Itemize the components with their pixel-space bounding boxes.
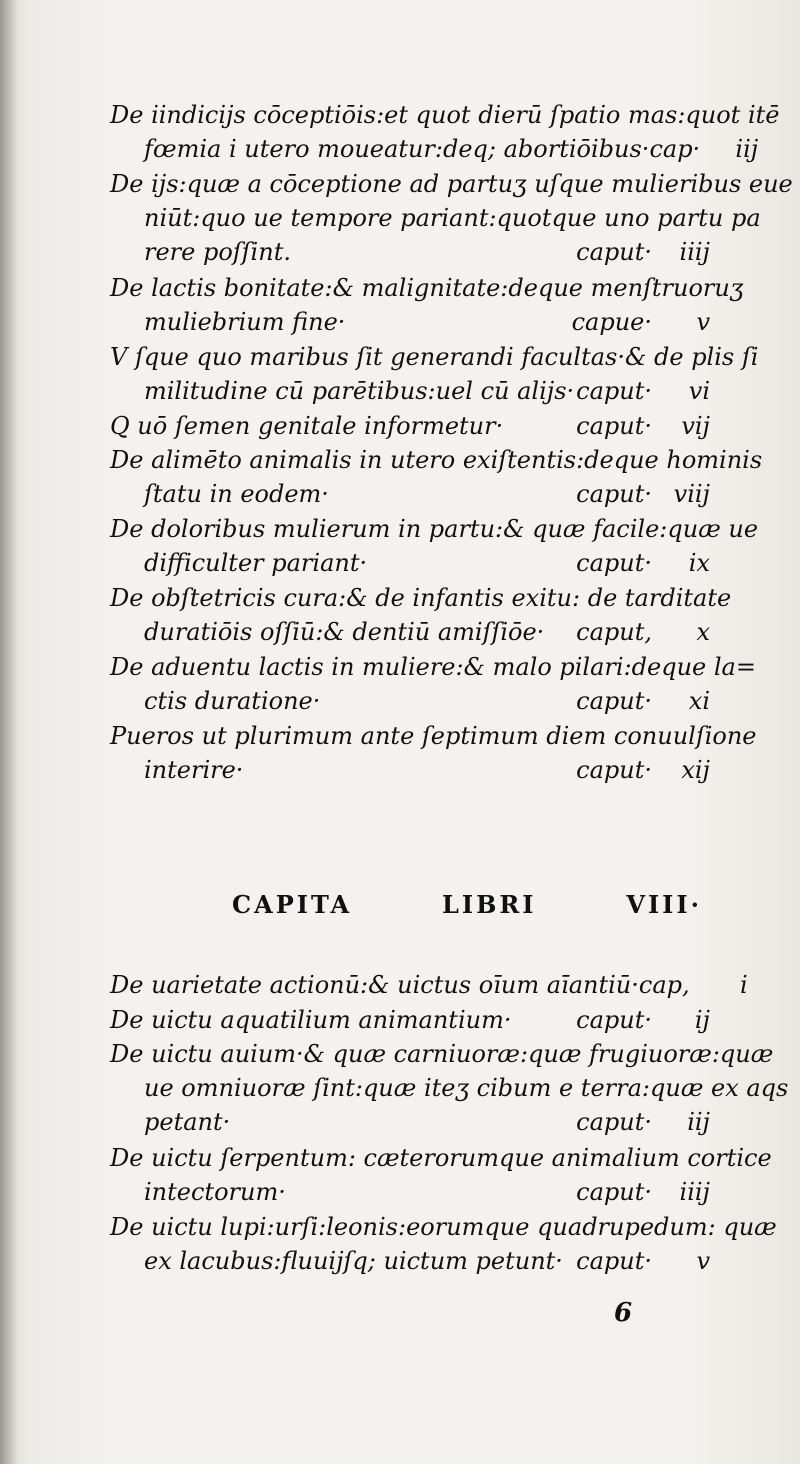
chapter-number: ij xyxy=(694,1005,710,1034)
chapter-number: xij xyxy=(681,756,710,784)
chapter-label: caput· xyxy=(576,756,652,784)
entry-line xyxy=(110,512,759,546)
list-item xyxy=(110,719,757,787)
chapter-number: iiij xyxy=(679,1177,710,1206)
list-item xyxy=(110,581,732,649)
chapter-number: iij xyxy=(735,135,759,163)
entry-line xyxy=(110,1003,710,1037)
chapter-number: i xyxy=(739,971,748,999)
chapter-label: caput· xyxy=(576,376,652,405)
entry-line xyxy=(110,443,763,477)
chapter-number: ix xyxy=(688,549,710,577)
list-item xyxy=(110,1210,777,1278)
list-item xyxy=(110,443,763,511)
chapter-label: cap· xyxy=(649,135,701,163)
entry-line xyxy=(110,581,732,615)
entry-line xyxy=(110,98,780,132)
entry-text: militudine cū parētibus:uel cū alijs· xyxy=(144,376,575,405)
chapter-number: vi xyxy=(688,376,710,405)
entry-text: De lactis bonitate:& malignitate:deque menſtruoruʒ xyxy=(110,273,744,302)
entry-text: Pueros ut plurimum ante ſeptimum diem conuulſione xyxy=(110,722,757,750)
chapter-label: caput· xyxy=(576,1177,652,1206)
chapter-label: caput· xyxy=(576,1108,652,1136)
entry-line xyxy=(110,167,793,201)
entry-line xyxy=(110,684,710,718)
heading-word-3: VIII· xyxy=(626,890,702,919)
entry-line xyxy=(110,1071,789,1105)
heading-word-2: LIBRI xyxy=(441,890,537,919)
entry-text: petant· xyxy=(144,1108,231,1136)
entry-text: De uictu aquatilium animantium· xyxy=(110,1005,512,1034)
entry-line xyxy=(110,1244,710,1278)
list-item xyxy=(110,968,748,1002)
entry-line xyxy=(110,305,710,339)
book-spine-shadow xyxy=(0,0,18,1464)
entry-text: fœmia i utero moueatur:deq; abortiōibus· xyxy=(144,135,650,163)
entry-text: difficulter pariant· xyxy=(144,549,368,577)
list-item xyxy=(110,409,710,443)
entry-line xyxy=(110,1210,777,1244)
chapter-number: x xyxy=(696,618,710,646)
entry-text: ex lacubus:fluuijſq; uictum petunt· xyxy=(144,1246,563,1275)
entry-text: De alimēto animalis in utero exiſtentis:deque hominis xyxy=(110,446,763,474)
entry-line xyxy=(110,719,757,753)
entry-line xyxy=(110,132,759,166)
chapter-number: iiij xyxy=(679,238,710,266)
chapter-label: caput· xyxy=(576,549,652,577)
entry-text: De doloribus mulierum in partu:& quæ facile:quæ ue xyxy=(110,515,759,543)
entry-text: V ſque quo maribus ſit generandi facultas·& de plis ſi xyxy=(110,342,759,371)
entry-text: De uictu ſerpentum: cæterorumque animalium cortice xyxy=(110,1143,772,1172)
list-item xyxy=(110,650,756,718)
entry-text: De aduentu lactis in muliere:& malo pilari:deque la= xyxy=(110,653,756,681)
entry-line xyxy=(110,753,710,787)
entry-text: duratiōis oſſiū:& dentiū amiſſiōe· xyxy=(144,618,545,646)
entry-text: De uictu lupi:urſi:leonis:eorumque quadrupedum: quæ xyxy=(110,1212,777,1241)
chapter-label: cap, xyxy=(638,971,690,999)
chapter-number: viij xyxy=(673,480,710,508)
entry-line xyxy=(110,271,744,305)
entry-line xyxy=(110,1037,774,1071)
chapter-heading xyxy=(232,890,702,919)
entry-line xyxy=(110,201,761,235)
chapter-label: caput· xyxy=(576,687,652,715)
chapter-label: caput· xyxy=(576,238,652,266)
chapter-number: v xyxy=(696,1246,710,1275)
entry-line xyxy=(110,968,748,1002)
chapter-label: capue· xyxy=(571,307,652,336)
list-item xyxy=(110,271,744,339)
entry-text: rere poſſint. xyxy=(144,238,291,266)
chapter-label: caput, xyxy=(576,618,652,646)
entry-text: ctis duratione· xyxy=(144,687,321,715)
chapter-number: vij xyxy=(681,411,710,440)
list-item xyxy=(110,1037,789,1139)
entry-text: De uarietate actionū:& uictus oīum aīantiū· xyxy=(110,971,639,999)
entry-text: De ijs:quæ a cōceptione ad partuʒ uſque mulieribus eue xyxy=(110,170,793,198)
entry-line xyxy=(110,1175,710,1209)
entry-text: De obſtetricis cura:& de infantis exitu: de tarditate xyxy=(110,584,732,612)
entry-text: Q uō ſemen genitale informetur· xyxy=(110,411,504,440)
chapter-number: iij xyxy=(687,1108,710,1136)
entry-line xyxy=(110,409,710,443)
entry-line xyxy=(110,235,710,269)
entry-line xyxy=(110,1105,710,1139)
chapter-number: v xyxy=(696,307,710,336)
list-item xyxy=(110,340,759,408)
chapter-label: caput· xyxy=(576,411,652,440)
entry-text: muliebrium fine· xyxy=(144,307,346,336)
entry-line xyxy=(110,340,759,374)
entry-line xyxy=(110,477,710,511)
list-item xyxy=(110,512,759,580)
entry-text: De iindicijs cōceptiōis:et quot dierū ſpatio mas:quot itē xyxy=(110,101,780,129)
entry-line xyxy=(110,374,710,408)
chapter-number: xi xyxy=(688,687,710,715)
entry-line xyxy=(110,650,756,684)
list-item xyxy=(110,1003,710,1037)
entry-text: interire· xyxy=(144,756,244,784)
page-number: 6 xyxy=(614,1298,633,1328)
entry-line xyxy=(110,546,710,580)
entry-text: ſtatu in eodem· xyxy=(144,480,329,508)
list-item xyxy=(110,167,793,269)
list-item xyxy=(110,98,780,166)
entry-text: intectorum· xyxy=(144,1177,286,1206)
chapter-label: caput· xyxy=(576,1005,652,1034)
heading-word-1: CAPITA xyxy=(232,890,353,919)
chapter-label: caput· xyxy=(576,480,652,508)
list-item xyxy=(110,1141,772,1209)
entry-line xyxy=(110,1141,772,1175)
entry-text: niūt:quo ue tempore pariant:quotque uno partu pa xyxy=(144,204,761,232)
entry-text: ue omniuoræ ſint:quæ iteʒ cibum e terra:quæ ex aqs xyxy=(144,1074,789,1102)
entry-line xyxy=(110,615,710,649)
entry-text: De uictu auium·& quæ carniuoræ:quæ frugiuoræ:quæ xyxy=(110,1040,774,1068)
chapter-label: caput· xyxy=(576,1246,652,1275)
